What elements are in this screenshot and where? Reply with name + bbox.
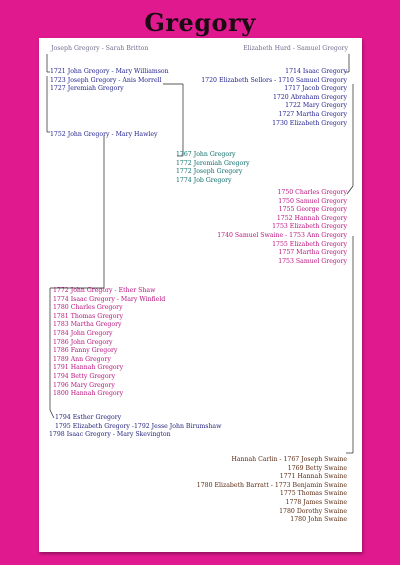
list-item: 1720 Abraham Gregory (273, 93, 347, 101)
list-item: 1757 Martha Gregory (278, 249, 347, 257)
list-item: 1721 John Gregory - Mary Williamson (50, 68, 169, 75)
top-left-couple: Joseph Gregory - Sarah Britton (51, 45, 149, 52)
morrell-children-list (176, 151, 250, 185)
list-item: 1755 George Gregory (278, 206, 347, 214)
later-children-list (49, 414, 221, 440)
list-item: 1750 Samuel Gregory (278, 197, 347, 205)
list-item: 1769 Betty Swaine (287, 464, 347, 472)
list-item: 1780 John Swaine (290, 516, 347, 524)
list-item: 1798 Isaac Gregory - Mary Skevington (49, 431, 171, 439)
hawley-children-list (53, 287, 165, 399)
list-item: 1796 Mary Gregory (53, 381, 115, 389)
list-item: 1774 Job Gregory (176, 176, 232, 184)
list-item: 1717 Jacob Gregory (284, 85, 347, 93)
page-title: Gregory (144, 8, 256, 37)
list-item: 1755 Elizabeth Gregory (272, 240, 347, 248)
list-item: 1771 Hannah Swaine (279, 473, 347, 481)
list-item: 1786 John Gregory (53, 338, 113, 346)
list-item: 1800 Hannah Gregory (53, 390, 124, 398)
connector-line (347, 186, 353, 194)
list-item: 1723 Joseph Gregory - Anis Morrell (50, 76, 162, 84)
top-right-couple: Elizabeth Hurd - Samuel Gregory (243, 45, 348, 52)
family-tree-sheet (39, 38, 362, 552)
list-item: 1789 Ann Gregory (53, 355, 111, 363)
list-item: Hannah Carlin - 1767 Joseph Swaine (231, 456, 347, 463)
right-children-list (201, 68, 347, 128)
list-item: 1794 Esther Gregory (55, 414, 122, 421)
list-item: 1714 Isaac Gregory (285, 68, 347, 75)
list-item: 1740 Samuel Swaine - 1753 Ann Gregory (217, 231, 347, 239)
list-item: 1772 John Gregory - Ether Shaw (53, 287, 156, 294)
list-item: 1780 Charles Gregory (53, 304, 123, 312)
list-item: 1727 Martha Gregory (278, 110, 347, 118)
list-item: 1791 Hannah Gregory (53, 364, 124, 372)
list-item: 1775 Thomas Swaine (279, 490, 347, 498)
left-children-list (50, 68, 169, 94)
list-item: 1786 Fanny Gregory (53, 347, 118, 355)
list-item: 1750 Charles Gregory (277, 189, 347, 196)
list-item: 1772 Joseph Gregory (176, 168, 243, 176)
list-item: 1780 Elizabeth Barratt - 1773 Benjamin Swaine (196, 481, 347, 489)
list-item: 1767 John Gregory (176, 151, 236, 158)
list-item: 1730 Elizabeth Gregory (272, 119, 347, 127)
list-item: 1772 Jeremiah Gregory (176, 159, 250, 167)
list-item: 1752 Hannah Gregory (276, 214, 347, 222)
list-item: 1781 Thomas Gregory (53, 312, 123, 320)
list-item: 1778 James Swaine (285, 498, 347, 506)
list-item: 1794 Betty Gregory (53, 372, 116, 380)
list-item: 1783 Martha Gregory (53, 321, 122, 329)
john-hawley-couple: 1752 John Gregory - Mary Hawley (50, 131, 158, 138)
list-item: 1795 Elizabeth Gregory -1792 Jesse John Birumshaw (55, 422, 222, 430)
list-item: 1780 Dorothy Swaine (279, 507, 347, 515)
list-item: 1727 Jeremiah Gregory (50, 85, 124, 93)
list-item: 1720 Elizabeth Sellors - 1710 Samuel Gregory (201, 76, 347, 84)
list-item: 1753 Samuel Gregory (278, 257, 347, 265)
list-item: 1774 Isaac Gregory - Mary Winfield (53, 295, 166, 303)
swaine-children-list (197, 456, 347, 525)
list-item: 1753 Elizabeth Gregory (272, 223, 347, 231)
list-item: 1722 Mary Gregory (285, 102, 347, 110)
sellors-children-list (217, 189, 347, 266)
list-item: 1784 John Gregory (53, 329, 113, 337)
